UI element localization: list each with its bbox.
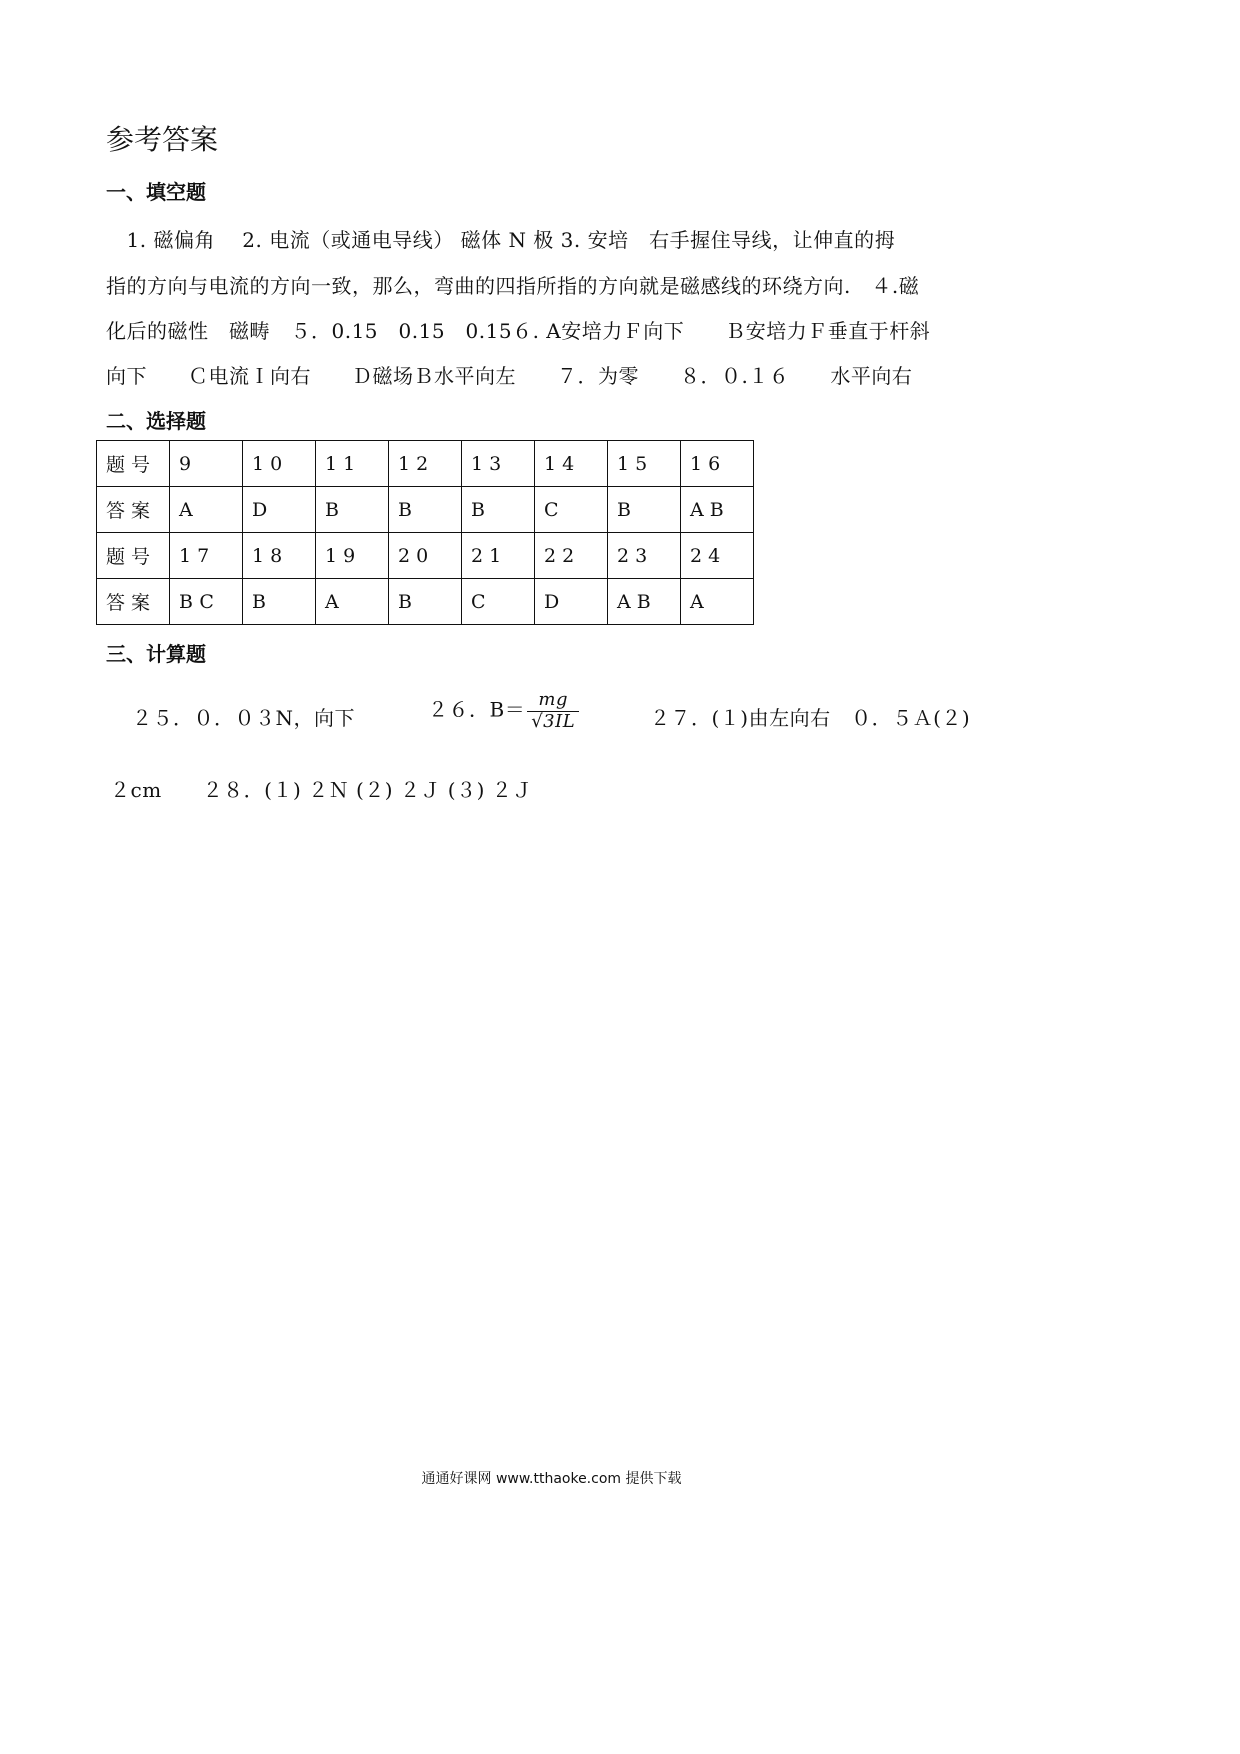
answer-q26-prefix: ２６．B＝ xyxy=(428,697,526,722)
page-footer: 通通好课网 www.tthaoke.com 提供下载 xyxy=(421,1471,682,1487)
table-cell: 18 xyxy=(243,533,316,579)
table-cell: 答案 xyxy=(97,579,170,625)
table-cell: B xyxy=(243,579,316,625)
answer-q25: ２５．０．０３N，向下 xyxy=(132,706,355,730)
table-cell: 21 xyxy=(462,533,535,579)
table-cell: A xyxy=(170,487,243,533)
table-cell: 22 xyxy=(535,533,608,579)
table-row xyxy=(97,441,754,487)
section-heading-fill-blank: 一、填空题 xyxy=(106,180,206,204)
table-cell: 题号 xyxy=(97,441,170,487)
table-cell: 15 xyxy=(608,441,681,487)
section-heading-multiple-choice: 二、选择题 xyxy=(106,409,206,433)
table-cell: 10 xyxy=(243,441,316,487)
table-cell: 12 xyxy=(389,441,462,487)
table-cell: AB xyxy=(681,487,754,533)
table-row xyxy=(97,533,754,579)
table-cell: B xyxy=(389,487,462,533)
table-cell: D xyxy=(535,579,608,625)
table-cell: 16 xyxy=(681,441,754,487)
fill-blank-answer-line: 1. 磁偏角 2. 电流（或通电导线） 磁体 N 极 3. 安培 右手握住导线，让伸直的拇 xyxy=(106,228,896,252)
table-cell: 24 xyxy=(681,533,754,579)
table-cell: 23 xyxy=(608,533,681,579)
table-cell: 17 xyxy=(170,533,243,579)
table-cell: A xyxy=(316,579,389,625)
table-cell: B xyxy=(462,487,535,533)
table-row xyxy=(97,579,754,625)
table-cell: C xyxy=(535,487,608,533)
table-cell: 13 xyxy=(462,441,535,487)
fill-blank-answer-line: 化后的磁性 磁畴 ５．0.15 0.15 0.15６. A安培力Ｆ向下 Ｂ安培力Ｆ垂直于杆斜 xyxy=(106,319,931,343)
table-cell: AB xyxy=(608,579,681,625)
table-cell: B xyxy=(608,487,681,533)
table-cell: D xyxy=(243,487,316,533)
section-heading-calculation: 三、计算题 xyxy=(106,642,206,666)
table-cell: 14 xyxy=(535,441,608,487)
table-cell: A xyxy=(681,579,754,625)
answer-q27: ２７．(１)由左向右 ０．５Ａ(２) xyxy=(650,706,971,730)
answer-q26 xyxy=(428,690,579,732)
table-cell: 19 xyxy=(316,533,389,579)
table-cell: 20 xyxy=(389,533,462,579)
table-cell: 答案 xyxy=(97,487,170,533)
table-cell: 9 xyxy=(170,441,243,487)
table-cell: C xyxy=(462,579,535,625)
table-row xyxy=(97,487,754,533)
table-cell: B xyxy=(389,579,462,625)
fill-blank-answer-line: 向下 Ｃ电流Ｉ向右 Ｄ磁场Ｂ水平向左 ７．为零 ８．０.１６ 水平向右 xyxy=(106,364,913,388)
page-title: 参考答案 xyxy=(106,123,219,156)
table-cell: 题号 xyxy=(97,533,170,579)
fraction-numerator: mg xyxy=(527,690,579,712)
table-cell: B xyxy=(316,487,389,533)
table-cell: BC xyxy=(170,579,243,625)
multiple-choice-answer-table xyxy=(96,440,754,625)
answer-q27-q28-line: ２cm ２８．(１) ２Ｎ (２) ２Ｊ (３) ２Ｊ xyxy=(110,778,533,802)
fraction-denominator: √3IL xyxy=(531,710,576,732)
table-cell: 11 xyxy=(316,441,389,487)
fraction-formula xyxy=(527,690,579,732)
fill-blank-answer-line: 指的方向与电流的方向一致，那么，弯曲的四指所指的方向就是磁感线的环绕方向. ４.磁 xyxy=(106,274,920,298)
